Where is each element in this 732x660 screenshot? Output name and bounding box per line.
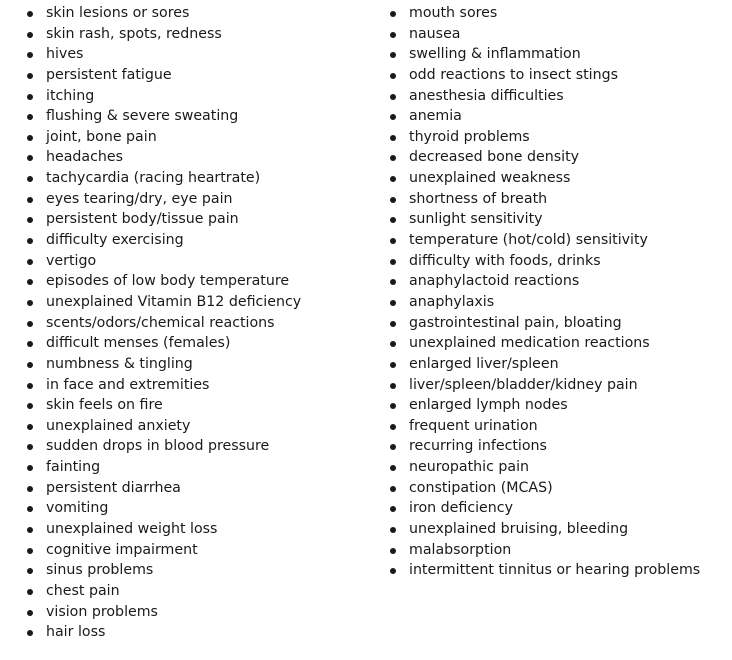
symptom-text: flushing & severe sweating bbox=[46, 108, 239, 125]
symptom-list-item bbox=[389, 478, 700, 499]
symptom-list-item bbox=[389, 230, 700, 251]
bullet-icon bbox=[390, 321, 396, 327]
bullet-icon bbox=[390, 259, 396, 265]
symptom-text: sunlight sensitivity bbox=[409, 211, 543, 228]
bullet-icon bbox=[390, 568, 396, 574]
symptom-list-item bbox=[26, 292, 301, 313]
symptom-list-item bbox=[389, 106, 700, 127]
bullet-icon bbox=[27, 32, 33, 38]
symptom-text: tachycardia (racing heartrate) bbox=[46, 170, 261, 187]
symptom-text: shortness of breath bbox=[409, 190, 548, 207]
symptom-text: intermittent tinnitus or hearing problems bbox=[409, 562, 701, 579]
symptom-list-item bbox=[26, 622, 301, 643]
bullet-icon bbox=[390, 548, 396, 554]
symptom-text: hair loss bbox=[46, 624, 106, 641]
symptom-text: difficulty with foods, drinks bbox=[409, 252, 601, 269]
symptom-list-item bbox=[389, 127, 700, 148]
symptom-text: skin lesions or sores bbox=[46, 5, 190, 21]
symptom-list-item bbox=[26, 44, 301, 65]
symptom-list-item bbox=[26, 65, 301, 86]
symptom-text: unexplained weight loss bbox=[46, 521, 218, 538]
symptom-text: frequent urination bbox=[409, 417, 538, 434]
bullet-icon bbox=[27, 11, 33, 17]
bullet-icon bbox=[390, 403, 396, 409]
symptom-list-item bbox=[389, 3, 700, 24]
symptom-text: unexplained Vitamin B12 deficiency bbox=[46, 293, 302, 310]
symptom-text: chest pain bbox=[46, 582, 120, 599]
symptom-list-item bbox=[26, 602, 301, 623]
symptom-text: cognitive impairment bbox=[46, 541, 198, 558]
symptom-list-item bbox=[26, 333, 301, 354]
symptom-text: malabsorption bbox=[409, 541, 512, 558]
symptom-list-item bbox=[389, 457, 700, 478]
symptom-text: joint, bone pain bbox=[46, 128, 157, 145]
bullet-icon bbox=[27, 176, 33, 182]
bullet-icon bbox=[27, 238, 33, 244]
symptom-text: headaches bbox=[46, 149, 124, 166]
symptom-list-item bbox=[26, 251, 301, 272]
bullet-icon bbox=[27, 197, 33, 203]
symptom-text: recurring infections bbox=[409, 438, 547, 455]
symptom-text: persistent diarrhea bbox=[46, 479, 181, 496]
bullet-icon bbox=[390, 52, 396, 58]
bullet-icon bbox=[27, 155, 33, 161]
symptom-list-item bbox=[26, 540, 301, 561]
symptom-list-item bbox=[389, 251, 700, 272]
bullet-icon bbox=[390, 32, 396, 38]
symptom-text: unexplained weakness bbox=[409, 170, 571, 187]
bullet-icon bbox=[27, 135, 33, 141]
symptom-list-item bbox=[26, 560, 301, 581]
bullet-icon bbox=[27, 341, 33, 347]
symptom-list-item bbox=[26, 271, 301, 292]
bullet-icon bbox=[27, 630, 33, 636]
symptom-text: odd reactions to insect stings bbox=[409, 66, 618, 83]
symptom-list-item bbox=[26, 498, 301, 519]
symptom-list-item bbox=[389, 313, 700, 334]
symptom-list-item bbox=[389, 209, 700, 230]
bullet-icon bbox=[27, 424, 33, 430]
symptom-text: nausea bbox=[409, 25, 461, 42]
bullet-icon bbox=[390, 135, 396, 141]
symptom-text: difficult menses (females) bbox=[46, 335, 231, 352]
bullet-icon bbox=[27, 527, 33, 533]
symptom-list-item bbox=[389, 375, 700, 396]
bullet-icon bbox=[390, 486, 396, 492]
symptom-list-item bbox=[26, 457, 301, 478]
symptom-text: skin rash, spots, redness bbox=[46, 25, 222, 42]
symptom-text: itching bbox=[46, 87, 95, 104]
symptom-list-item bbox=[26, 581, 301, 602]
bullet-icon bbox=[27, 403, 33, 409]
symptom-text: episodes of low body temperature bbox=[46, 273, 290, 290]
symptom-text: unexplained anxiety bbox=[46, 417, 191, 434]
symptom-text: hives bbox=[46, 46, 84, 63]
bullet-icon bbox=[390, 73, 396, 79]
symptom-text: decreased bone density bbox=[409, 149, 580, 166]
symptom-text: numbness & tingling bbox=[46, 355, 193, 372]
symptom-list-item bbox=[389, 168, 700, 189]
symptom-text: vision problems bbox=[46, 603, 158, 620]
symptom-list-item bbox=[26, 354, 301, 375]
bullet-icon bbox=[390, 11, 396, 17]
bullet-icon bbox=[27, 486, 33, 492]
bullet-icon bbox=[27, 444, 33, 450]
symptom-list-item bbox=[26, 24, 301, 45]
symptom-text: unexplained medication reactions bbox=[409, 335, 650, 352]
symptom-list-item bbox=[26, 209, 301, 230]
bullet-icon bbox=[27, 114, 33, 120]
symptom-list-item bbox=[26, 519, 301, 540]
bullet-icon bbox=[27, 279, 33, 285]
bullet-icon bbox=[27, 610, 33, 616]
bullet-icon bbox=[390, 341, 396, 347]
symptom-text: in face and extremities bbox=[46, 376, 210, 393]
symptom-text: fainting bbox=[46, 459, 101, 476]
symptom-list-item bbox=[389, 292, 700, 313]
bullet-icon bbox=[390, 155, 396, 161]
bullet-icon bbox=[27, 52, 33, 58]
symptom-list-item bbox=[26, 168, 301, 189]
symptom-list-item bbox=[26, 127, 301, 148]
symptom-text: vertigo bbox=[46, 252, 97, 269]
bullet-icon bbox=[27, 548, 33, 554]
bullet-icon bbox=[27, 300, 33, 306]
symptom-text: gastrointestinal pain, bloating bbox=[409, 314, 622, 331]
symptom-list-item bbox=[389, 271, 700, 292]
symptom-text: thyroid problems bbox=[409, 128, 530, 145]
symptom-list-item bbox=[26, 313, 301, 334]
symptom-text: scents/odors/chemical reactions bbox=[46, 314, 275, 331]
bullet-icon bbox=[27, 259, 33, 265]
symptom-list-item bbox=[26, 86, 301, 107]
symptom-text: persistent body/tissue pain bbox=[46, 211, 239, 228]
symptom-text: difficulty exercising bbox=[46, 232, 184, 249]
symptom-text: anemia bbox=[409, 108, 462, 125]
symptom-list-item bbox=[389, 24, 700, 45]
bullet-icon bbox=[390, 217, 396, 223]
symptom-list-item bbox=[389, 147, 700, 168]
symptom-text: enlarged lymph nodes bbox=[409, 397, 568, 414]
symptom-list-item bbox=[26, 106, 301, 127]
symptom-list-item bbox=[389, 560, 700, 581]
symptom-list-item bbox=[389, 354, 700, 375]
symptom-list-item bbox=[26, 478, 301, 499]
symptom-text: vomiting bbox=[46, 500, 109, 517]
symptom-list-item bbox=[26, 436, 301, 457]
symptom-list-item bbox=[389, 540, 700, 561]
bullet-icon bbox=[390, 300, 396, 306]
symptom-text: neuropathic pain bbox=[409, 459, 530, 476]
bullet-icon bbox=[27, 321, 33, 327]
symptom-list-item bbox=[26, 3, 301, 24]
bullet-icon bbox=[27, 217, 33, 223]
symptom-list-item bbox=[389, 86, 700, 107]
symptom-list-item bbox=[389, 65, 700, 86]
symptom-list-item bbox=[389, 519, 700, 540]
bullet-icon bbox=[390, 197, 396, 203]
symptom-text: anaphylaxis bbox=[409, 293, 495, 310]
bullet-icon bbox=[390, 238, 396, 244]
symptom-list-left-column bbox=[26, 3, 301, 643]
symptom-text: unexplained bruising, bleeding bbox=[409, 521, 629, 538]
symptom-list-item bbox=[389, 416, 700, 437]
symptom-text: anaphylactoid reactions bbox=[409, 273, 580, 290]
bullet-icon bbox=[390, 424, 396, 430]
bullet-icon bbox=[27, 589, 33, 595]
bullet-icon bbox=[27, 362, 33, 368]
symptom-text: persistent fatigue bbox=[46, 66, 172, 83]
symptom-list-item bbox=[26, 375, 301, 396]
bullet-icon bbox=[390, 527, 396, 533]
bullet-icon bbox=[390, 114, 396, 120]
symptom-text: eyes tearing/dry, eye pain bbox=[46, 190, 233, 207]
symptom-text: enlarged liver/spleen bbox=[409, 355, 559, 372]
symptom-text: sinus problems bbox=[46, 562, 154, 579]
symptom-list-item bbox=[26, 395, 301, 416]
symptom-text: temperature (hot/cold) sensitivity bbox=[409, 232, 648, 249]
bullet-icon bbox=[27, 506, 33, 512]
symptom-text: constipation (MCAS) bbox=[409, 479, 553, 496]
bullet-icon bbox=[390, 362, 396, 368]
bullet-icon bbox=[390, 506, 396, 512]
symptom-list-item bbox=[26, 416, 301, 437]
symptom-text: mouth sores bbox=[409, 5, 498, 21]
symptom-list-item bbox=[26, 147, 301, 168]
symptom-list-item bbox=[389, 44, 700, 65]
bullet-icon bbox=[390, 444, 396, 450]
symptom-text: sudden drops in blood pressure bbox=[46, 438, 270, 455]
symptom-list-item bbox=[26, 189, 301, 210]
symptom-text: skin feels on fire bbox=[46, 397, 163, 414]
bullet-icon bbox=[390, 176, 396, 182]
bullet-icon bbox=[27, 383, 33, 389]
symptom-list-item bbox=[26, 230, 301, 251]
bullet-icon bbox=[390, 279, 396, 285]
bullet-icon bbox=[27, 465, 33, 471]
symptom-text: anesthesia difficulties bbox=[409, 87, 564, 104]
bullet-icon bbox=[27, 73, 33, 79]
symptom-text: liver/spleen/bladder/kidney pain bbox=[409, 376, 638, 393]
symptom-list-item bbox=[389, 498, 700, 519]
symptom-list-item bbox=[389, 395, 700, 416]
symptom-text: iron deficiency bbox=[409, 500, 513, 517]
bullet-icon bbox=[27, 568, 33, 574]
bullet-icon bbox=[390, 465, 396, 471]
symptom-text: swelling & inflammation bbox=[409, 46, 581, 63]
symptom-list-right-column bbox=[389, 3, 700, 581]
bullet-icon bbox=[27, 94, 33, 100]
bullet-icon bbox=[390, 383, 396, 389]
symptom-list-item bbox=[389, 189, 700, 210]
symptom-list-item bbox=[389, 436, 700, 457]
bullet-icon bbox=[390, 94, 396, 100]
symptom-list-item bbox=[389, 333, 700, 354]
